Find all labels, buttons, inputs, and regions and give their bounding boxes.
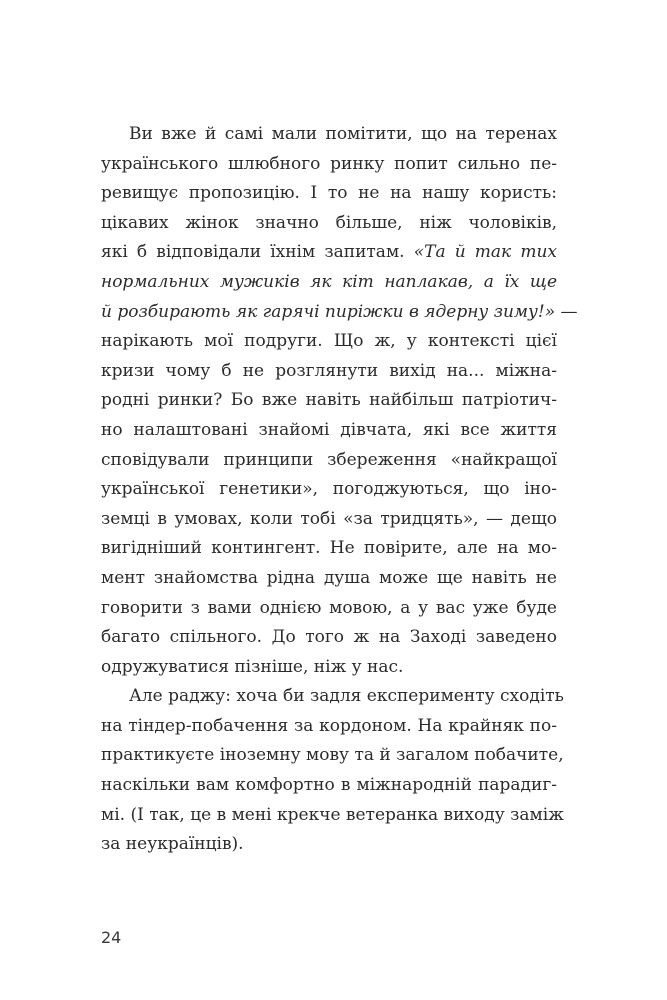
text-line-mixed xyxy=(101,298,578,328)
text-segment: — xyxy=(560,301,578,322)
text-line: родні ринки? Бо вже навіть найбільш патріотич- xyxy=(101,390,557,411)
quote-line: нормальних мужиків як кіт наплакав, а їх ще xyxy=(101,271,557,292)
text-line: Ви вже й самі мали помітити, що на теренах xyxy=(129,124,557,144)
text-line: ревищує пропозицію. І то не на нашу користь: xyxy=(101,183,557,204)
paragraph-2 xyxy=(101,682,564,860)
quote-segment: й розбирають як гарячі пиріжки в ядерну зиму!» xyxy=(101,301,556,322)
text-line: говорити з вами однією мовою, а у вас уже буде xyxy=(101,597,557,618)
text-line: Але раджу: хоча би задля експерименту сходіть xyxy=(129,686,564,707)
text-line: нарікають мої подруги. Що ж, у контексті цієї xyxy=(101,331,557,352)
body-text xyxy=(101,120,578,860)
text-line: українського шлюбного ринку попит сильно пе- xyxy=(101,153,557,174)
text-line: наскільки вам комфортно в міжнародній парадиг- xyxy=(101,775,557,796)
text-line: за неукраїнців). xyxy=(101,834,244,855)
text-line: цікавих жінок значно більше, ніж чоловіків, xyxy=(101,212,557,233)
text-line: практикуєте іноземну мову та й загалом побачите, xyxy=(101,745,564,766)
text-line: української генетики», погоджуються, що іно- xyxy=(101,479,557,500)
text-line: кризи чому б не розглянути вихід на... міжна- xyxy=(101,360,557,381)
text-line: мі. (І так, це в мені крекче ветеранка виходу заміж xyxy=(101,804,564,825)
paragraph-1 xyxy=(101,120,578,682)
text-line: но налаштовані знайомі дівчата, які все життя xyxy=(101,419,557,440)
text-line: земці в умовах, коли тобі «за тридцять», — дещо xyxy=(101,508,557,529)
text-line: мент знайомства рідна душа може ще навіть не xyxy=(101,567,557,588)
text-line: одружуватися пізніше, ніж у нас. xyxy=(101,656,404,677)
text-line: на тіндер-побачення за кордоном. На крайняк по- xyxy=(101,715,557,736)
text-line: сповідували принципи збереження «найкращої xyxy=(101,449,557,470)
text-line: вигідніший контингент. Не повірите, але на мо- xyxy=(101,538,557,559)
text-line: багато спільного. До того ж на Заході заведено xyxy=(101,627,557,648)
page-number: 24 xyxy=(101,928,122,947)
text-segment: які б відповідали їхнім запитам. xyxy=(101,242,405,263)
text-line-mixed xyxy=(101,238,557,268)
quote-segment: «Та й так тих xyxy=(413,242,557,263)
